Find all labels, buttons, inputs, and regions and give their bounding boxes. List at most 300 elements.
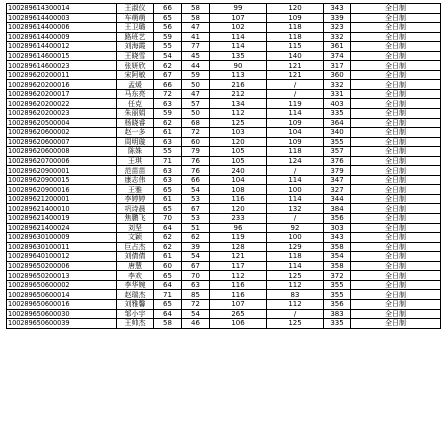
score-cell-1: 72 — [154, 89, 182, 99]
score-cell-2: 59 — [182, 70, 210, 80]
score-cell-2: 76 — [182, 166, 210, 176]
study-mode-cell: 全日制 — [351, 223, 441, 233]
score-cell-4: / — [267, 80, 324, 90]
candidate-id-cell: 100289614300014 — [7, 4, 117, 14]
total-score-cell: 335 — [324, 319, 351, 329]
study-mode-cell: 全日制 — [351, 128, 441, 138]
candidate-id-cell: 100289620200011 — [7, 70, 117, 80]
name-cell: 王帅杰 — [117, 319, 154, 329]
name-cell: 刘海霞 — [117, 42, 154, 52]
score-cell-3: 116 — [210, 194, 267, 204]
score-cell-1: 62 — [154, 242, 182, 252]
score-cell-1: 70 — [154, 214, 182, 224]
table-row — [7, 118, 441, 128]
name-cell: 陈姝 — [117, 147, 154, 157]
study-mode-cell: 全日制 — [351, 166, 441, 176]
candidate-id-cell: 100289620900016 — [7, 185, 117, 195]
study-mode-cell: 全日制 — [351, 175, 441, 185]
study-mode-cell: 全日制 — [351, 261, 441, 271]
name-cell: 李华婉 — [117, 280, 154, 290]
score-cell-4: / — [267, 309, 324, 319]
name-cell: 赵一多 — [117, 128, 154, 138]
score-cell-2: 45 — [182, 51, 210, 61]
score-cell-2: 47 — [182, 89, 210, 99]
score-cell-2: 51 — [182, 223, 210, 233]
total-score-cell: 356 — [324, 299, 351, 309]
score-cell-2: 57 — [182, 99, 210, 109]
score-cell-2: 72 — [182, 128, 210, 138]
score-cell-4: 118 — [267, 252, 324, 262]
score-cell-4: 104 — [267, 128, 324, 138]
score-cell-1: 71 — [154, 290, 182, 300]
score-cell-1: 61 — [154, 252, 182, 262]
name-cell: 文颖 — [117, 233, 154, 243]
total-score-cell: 355 — [324, 290, 351, 300]
candidate-id-cell: 100289620600002 — [7, 128, 117, 138]
total-score-cell: 303 — [324, 223, 351, 233]
study-mode-cell: 全日制 — [351, 4, 441, 14]
score-cell-2: 58 — [182, 13, 210, 23]
table-row — [7, 137, 441, 147]
total-score-cell: 347 — [324, 175, 351, 185]
total-score-cell: 323 — [324, 23, 351, 33]
score-cell-1: 65 — [154, 185, 182, 195]
table-row — [7, 13, 441, 23]
score-cell-4: 120 — [267, 4, 324, 14]
study-mode-cell: 全日制 — [351, 80, 441, 90]
table-row — [7, 51, 441, 61]
name-cell: 王卫璐 — [117, 23, 154, 33]
score-cell-3: 116 — [210, 290, 267, 300]
table-row — [7, 70, 441, 80]
table-row — [7, 185, 441, 195]
name-cell: 任克 — [117, 99, 154, 109]
score-cell-1: 66 — [154, 80, 182, 90]
candidate-id-cell: 100289650600014 — [7, 290, 117, 300]
score-cell-1: 55 — [154, 147, 182, 157]
candidate-id-cell: 100289620900001 — [7, 166, 117, 176]
name-cell: 康志伟 — [117, 175, 154, 185]
study-mode-cell: 全日制 — [351, 42, 441, 52]
score-cell-2: 50 — [182, 80, 210, 90]
score-cell-4: 109 — [267, 13, 324, 23]
score-cell-2: 60 — [182, 137, 210, 147]
table-row — [7, 89, 441, 99]
study-mode-cell: 全日制 — [351, 319, 441, 329]
total-score-cell: 358 — [324, 261, 351, 271]
score-cell-3: 90 — [210, 61, 267, 71]
study-mode-cell: 全日制 — [351, 242, 441, 252]
name-cell: 邹小宇 — [117, 309, 154, 319]
score-cell-4: 100 — [267, 233, 324, 243]
candidate-id-cell: 100289620200017 — [7, 89, 117, 99]
table-row — [7, 194, 441, 204]
score-cell-1: 62 — [154, 118, 182, 128]
score-cell-4: 129 — [267, 242, 324, 252]
score-cell-1: 64 — [154, 223, 182, 233]
total-score-cell: 331 — [324, 89, 351, 99]
score-cell-1: 56 — [154, 23, 182, 33]
score-cell-4: 112 — [267, 299, 324, 309]
table-row — [7, 242, 441, 252]
total-score-cell: 403 — [324, 99, 351, 109]
score-cell-3: 128 — [210, 242, 267, 252]
score-cell-3: 113 — [210, 70, 267, 80]
candidate-id-cell: 100289614600023 — [7, 61, 117, 71]
total-score-cell: 374 — [324, 51, 351, 61]
score-cell-2: 72 — [182, 299, 210, 309]
score-cell-2: 85 — [182, 290, 210, 300]
name-cell: 唐慧 — [117, 261, 154, 271]
candidate-id-cell: 100289614400006 — [7, 23, 117, 33]
score-cell-4: 115 — [267, 42, 324, 52]
study-mode-cell: 全日制 — [351, 89, 441, 99]
table-row — [7, 290, 441, 300]
name-cell: 李欢 — [117, 271, 154, 281]
score-cell-4: / — [267, 89, 324, 99]
table-row — [7, 319, 441, 329]
score-cell-1: 62 — [154, 233, 182, 243]
score-cell-2: 58 — [182, 4, 210, 14]
total-score-cell: 383 — [324, 309, 351, 319]
score-cell-1: 63 — [154, 166, 182, 176]
score-cell-2: 41 — [182, 32, 210, 42]
candidate-id-cell: 100289620900015 — [7, 175, 117, 185]
score-cell-2: 39 — [182, 242, 210, 252]
score-cell-1: 64 — [154, 280, 182, 290]
score-cell-3: 105 — [210, 156, 267, 166]
score-cell-2: 66 — [182, 175, 210, 185]
score-cell-1: 67 — [154, 70, 182, 80]
score-cell-1: 54 — [154, 51, 182, 61]
candidate-id-cell: 100289621400010 — [7, 204, 117, 214]
score-cell-1: 63 — [154, 175, 182, 185]
total-score-cell: 357 — [324, 147, 351, 157]
total-score-cell: 355 — [324, 137, 351, 147]
score-cell-2: 68 — [182, 118, 210, 128]
name-cell: 王晓雪 — [117, 51, 154, 61]
score-cell-1: 65 — [154, 13, 182, 23]
candidate-id-cell: 100289621400024 — [7, 223, 117, 233]
candidate-id-cell: 100289650200006 — [7, 261, 117, 271]
score-cell-3: 240 — [210, 166, 267, 176]
score-cell-1: 60 — [154, 261, 182, 271]
table-row — [7, 299, 441, 309]
name-cell: 巩诗晨 — [117, 204, 154, 214]
candidate-id-cell: 100289630100009 — [7, 233, 117, 243]
name-cell: 刘坚 — [117, 223, 154, 233]
table-row — [7, 61, 441, 71]
score-cell-2: 79 — [182, 147, 210, 157]
score-cell-3: 102 — [210, 23, 267, 33]
table-row — [7, 99, 441, 109]
score-cell-3: 212 — [210, 89, 267, 99]
score-cell-3: 107 — [210, 299, 267, 309]
study-mode-cell: 全日制 — [351, 233, 441, 243]
score-cell-2: 63 — [182, 280, 210, 290]
study-mode-cell: 全日制 — [351, 309, 441, 319]
candidate-id-cell: 100289650600039 — [7, 319, 117, 329]
total-score-cell: 360 — [324, 70, 351, 80]
score-cell-4: 118 — [267, 23, 324, 33]
score-cell-4: / — [267, 166, 324, 176]
study-mode-cell: 全日制 — [351, 271, 441, 281]
candidate-id-cell: 100289620200023 — [7, 109, 117, 119]
table-row — [7, 42, 441, 52]
score-cell-3: 233 — [210, 214, 267, 224]
score-cell-3: 120 — [210, 204, 267, 214]
score-cell-3: 105 — [210, 147, 267, 157]
table-row — [7, 252, 441, 262]
table-row — [7, 223, 441, 233]
score-table-body — [7, 4, 441, 329]
name-cell: 周明璇 — [117, 137, 154, 147]
total-score-cell: 372 — [324, 271, 351, 281]
total-score-cell: 354 — [324, 252, 351, 262]
table-row — [7, 4, 441, 14]
score-cell-4: 114 — [267, 194, 324, 204]
study-mode-cell: 全日制 — [351, 23, 441, 33]
score-cell-3: 107 — [210, 13, 267, 23]
study-mode-cell: 全日制 — [351, 147, 441, 157]
table-row — [7, 233, 441, 243]
total-score-cell: 332 — [324, 80, 351, 90]
score-table — [6, 3, 441, 329]
score-cell-4: 109 — [267, 137, 324, 147]
score-cell-4: 83 — [267, 290, 324, 300]
total-score-cell: 344 — [324, 194, 351, 204]
score-cell-2: 54 — [182, 252, 210, 262]
score-cell-3: 216 — [210, 80, 267, 90]
candidate-id-cell: 100289650600016 — [7, 299, 117, 309]
total-score-cell: 358 — [324, 242, 351, 252]
score-cell-1: 65 — [154, 299, 182, 309]
candidate-id-cell: 100289630100011 — [7, 242, 117, 252]
total-score-cell: 340 — [324, 128, 351, 138]
score-cell-1: 61 — [154, 128, 182, 138]
study-mode-cell: 全日制 — [351, 185, 441, 195]
table-row — [7, 271, 441, 281]
total-score-cell: 355 — [324, 280, 351, 290]
score-table-sheet — [6, 3, 441, 329]
score-cell-1: 59 — [154, 32, 182, 42]
name-cell: 朱丽娟 — [117, 109, 154, 119]
score-cell-4: 100 — [267, 185, 324, 195]
score-cell-3: 114 — [210, 42, 267, 52]
candidate-id-cell: 100289650200013 — [7, 271, 117, 281]
name-cell: 巨占杰 — [117, 242, 154, 252]
score-cell-4: 114 — [267, 261, 324, 271]
score-cell-3: 117 — [210, 261, 267, 271]
total-score-cell: 361 — [324, 42, 351, 52]
total-score-cell: 343 — [324, 233, 351, 243]
score-cell-4: 92 — [267, 223, 324, 233]
name-cell: 刘倩倩 — [117, 252, 154, 262]
study-mode-cell: 全日制 — [351, 290, 441, 300]
study-mode-cell: 全日制 — [351, 109, 441, 119]
name-cell: 刘雅馨 — [117, 299, 154, 309]
score-cell-4: 121 — [267, 70, 324, 80]
score-cell-2: 77 — [182, 42, 210, 52]
score-cell-4: 140 — [267, 51, 324, 61]
table-row — [7, 32, 441, 42]
score-cell-3: 265 — [210, 309, 267, 319]
score-cell-1: 62 — [154, 61, 182, 71]
candidate-id-cell: 100289620200022 — [7, 99, 117, 109]
name-cell: 李婷婷 — [117, 194, 154, 204]
candidate-id-cell: 100289621200001 — [7, 194, 117, 204]
name-cell: 王雅 — [117, 185, 154, 195]
total-score-cell: 364 — [324, 118, 351, 128]
score-cell-4: 114 — [267, 175, 324, 185]
candidate-id-cell: 100289614400003 — [7, 13, 117, 23]
name-cell: 车萌萌 — [117, 13, 154, 23]
name-cell: 孟煖 — [117, 80, 154, 90]
score-cell-4: 121 — [267, 61, 324, 71]
score-cell-3: 96 — [210, 223, 267, 233]
score-cell-4: / — [267, 214, 324, 224]
candidate-id-cell: 100289614600015 — [7, 51, 117, 61]
score-cell-2: 67 — [182, 261, 210, 271]
candidate-id-cell: 100289620600008 — [7, 147, 117, 157]
candidate-id-cell: 100289650600030 — [7, 309, 117, 319]
score-cell-1: 65 — [154, 204, 182, 214]
score-cell-3: 99 — [210, 4, 267, 14]
score-cell-4: 112 — [267, 280, 324, 290]
name-cell: 范苗苗 — [117, 166, 154, 176]
total-score-cell: 339 — [324, 13, 351, 23]
total-score-cell: 343 — [324, 4, 351, 14]
total-score-cell: 332 — [324, 32, 351, 42]
total-score-cell: 384 — [324, 204, 351, 214]
table-row — [7, 166, 441, 176]
total-score-cell: 376 — [324, 156, 351, 166]
score-cell-1: 55 — [154, 42, 182, 52]
candidate-id-cell: 100289620700006 — [7, 156, 117, 166]
study-mode-cell: 全日制 — [351, 99, 441, 109]
score-cell-1: 61 — [154, 194, 182, 204]
study-mode-cell: 全日制 — [351, 204, 441, 214]
score-cell-1: 65 — [154, 271, 182, 281]
score-cell-4: 118 — [267, 147, 324, 157]
score-cell-3: 135 — [210, 51, 267, 61]
score-cell-3: 106 — [210, 319, 267, 329]
score-cell-3: 125 — [210, 118, 267, 128]
total-score-cell: 356 — [324, 214, 351, 224]
score-cell-2: 54 — [182, 309, 210, 319]
study-mode-cell: 全日制 — [351, 13, 441, 23]
study-mode-cell: 全日制 — [351, 32, 441, 42]
score-cell-3: 116 — [210, 280, 267, 290]
score-cell-4: 125 — [267, 319, 324, 329]
name-cell: 路班艺 — [117, 32, 154, 42]
study-mode-cell: 全日制 — [351, 299, 441, 309]
score-cell-1: 59 — [154, 109, 182, 119]
study-mode-cell: 全日制 — [351, 194, 441, 204]
score-cell-4: 125 — [267, 271, 324, 281]
score-cell-3: 121 — [210, 252, 267, 262]
study-mode-cell: 全日制 — [351, 280, 441, 290]
candidate-id-cell: 100289620600007 — [7, 137, 117, 147]
score-cell-2: 50 — [182, 109, 210, 119]
name-cell: 王琪 — [117, 156, 154, 166]
study-mode-cell: 全日制 — [351, 156, 441, 166]
table-row — [7, 261, 441, 271]
score-cell-4: 118 — [267, 32, 324, 42]
name-cell: 杨晓睿 — [117, 118, 154, 128]
candidate-id-cell: 100289614400012 — [7, 42, 117, 52]
name-cell: 张妍欣 — [117, 61, 154, 71]
score-cell-2: 53 — [182, 194, 210, 204]
score-cell-2: 70 — [182, 271, 210, 281]
score-cell-3: 112 — [210, 271, 267, 281]
score-cell-2: 76 — [182, 156, 210, 166]
total-score-cell: 379 — [324, 166, 351, 176]
score-cell-2: 54 — [182, 185, 210, 195]
study-mode-cell: 全日制 — [351, 70, 441, 80]
score-cell-3: 112 — [210, 109, 267, 119]
score-cell-1: 63 — [154, 137, 182, 147]
study-mode-cell: 全日制 — [351, 51, 441, 61]
study-mode-cell: 全日制 — [351, 118, 441, 128]
candidate-id-cell: 100289614400009 — [7, 32, 117, 42]
score-cell-1: 71 — [154, 156, 182, 166]
score-cell-3: 120 — [210, 137, 267, 147]
table-row — [7, 204, 441, 214]
table-row — [7, 175, 441, 185]
score-cell-3: 134 — [210, 99, 267, 109]
table-row — [7, 128, 441, 138]
total-score-cell: 317 — [324, 61, 351, 71]
study-mode-cell: 全日制 — [351, 61, 441, 71]
score-cell-1: 64 — [154, 309, 182, 319]
score-cell-4: 119 — [267, 99, 324, 109]
study-mode-cell: 全日制 — [351, 252, 441, 262]
name-cell: 马东亮 — [117, 89, 154, 99]
score-cell-3: 119 — [210, 233, 267, 243]
table-row — [7, 214, 441, 224]
total-score-cell: 335 — [324, 109, 351, 119]
table-row — [7, 23, 441, 33]
score-cell-2: 46 — [182, 319, 210, 329]
score-cell-4: 109 — [267, 118, 324, 128]
score-cell-3: 114 — [210, 32, 267, 42]
score-cell-2: 53 — [182, 214, 210, 224]
score-cell-2: 62 — [182, 233, 210, 243]
score-cell-3: 108 — [210, 185, 267, 195]
score-cell-2: 44 — [182, 61, 210, 71]
score-cell-1: 58 — [154, 319, 182, 329]
table-row — [7, 280, 441, 290]
table-row — [7, 156, 441, 166]
study-mode-cell: 全日制 — [351, 137, 441, 147]
score-cell-4: 124 — [267, 156, 324, 166]
score-cell-1: 66 — [154, 4, 182, 14]
name-cell: 宋阿敏 — [117, 70, 154, 80]
candidate-id-cell: 100289650600002 — [7, 280, 117, 290]
table-row — [7, 309, 441, 319]
score-cell-4: 132 — [267, 204, 324, 214]
table-row — [7, 147, 441, 157]
candidate-id-cell: 100289640100012 — [7, 252, 117, 262]
score-cell-4: 114 — [267, 109, 324, 119]
score-cell-2: 67 — [182, 204, 210, 214]
candidate-id-cell: 100289620500004 — [7, 118, 117, 128]
candidate-id-cell: 100289621400019 — [7, 214, 117, 224]
table-row — [7, 109, 441, 119]
score-cell-1: 63 — [154, 99, 182, 109]
candidate-id-cell: 100289620200016 — [7, 80, 117, 90]
